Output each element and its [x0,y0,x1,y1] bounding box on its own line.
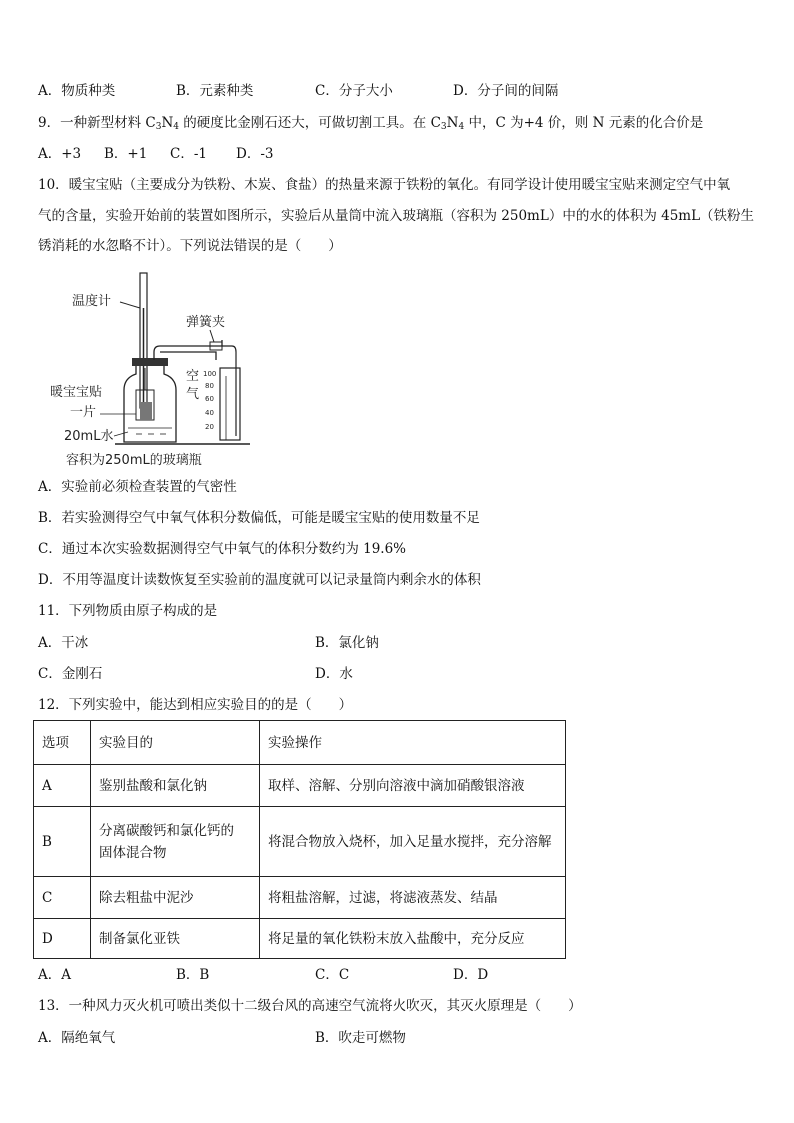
q9-option-c: C．-1 [170,146,207,162]
row-b-operation: 将混合物放入烧杯，加入足量水搅拌，充分溶解 [260,807,566,877]
row-a-option: A [34,765,91,807]
scale-20: 20 [205,423,214,431]
q12-option-c: C．C [315,967,350,983]
q10-option-d: D．不用等温度计读数恢复至实验前的温度就可以记录量筒内剩余水的体积 [38,572,481,588]
q10-option-b: B．若实验测得空气中氧气体积分数偏低，可能是暖宝宝贴的使用数量不足 [38,510,480,526]
q10-apparatus-figure [50,268,280,473]
q8-option-c: C．分子大小 [315,83,393,99]
q11-option-c: C．金刚石 [38,666,103,682]
q11-stem: 11．下列物质由原子构成的是 [38,603,218,619]
bottle-stopper-icon [132,358,168,366]
q9-option-b: B．+1 [104,146,148,162]
row-c-operation: 将粗盐溶解，过滤，将滤液蒸发、结晶 [260,877,566,919]
scale-60: 60 [205,395,214,403]
label-thermometer: 温度计 [72,294,112,309]
label-warmer-piece: 一片 [70,405,97,420]
q8-option-d: D．分子间的间隔 [453,83,559,99]
q10-option-a: A．实验前必须检查装置的气密性 [38,479,237,495]
q10-stem-line1: 10．暖宝宝贴（主要成分为铁粉、木炭、食盐）的热量来源于铁粉的氧化。有同学设计使用暖宝宝贴来测定空气中氧 [38,177,731,193]
q9-option-a: A．+3 [38,146,82,162]
q10-stem-line3: 锈消耗的水忽略不计）。下列说法错误的是（ ） [38,238,342,254]
q11-option-d: D．水 [315,666,353,682]
label-warmer: 暖宝宝贴 [50,385,103,400]
label-clamp: 弹簧夹 [186,315,226,330]
row-d-option: D [34,919,91,959]
row-c-goal: 除去粗盐中泥沙 [91,877,260,919]
table-row [34,919,566,959]
measuring-cylinder-icon [220,368,240,440]
q9-option-d: D．-3 [236,146,274,162]
table-row [34,877,566,919]
label-bottle: 容积为250mL的玻璃瓶 [66,453,202,468]
row-a-goal: 鉴别盐酸和氯化钠 [91,765,260,807]
q12-option-a: A．A [38,967,71,983]
header-operation: 实验操作 [260,721,566,765]
q13-option-a: A．隔绝氧气 [38,1030,116,1046]
header-option: 选项 [34,721,91,765]
label-air-1: 空 [186,369,200,384]
q13-stem: 13．一种风力灭火机可喷出类似十二级台风的高速空气流将火吹灭，其灭火原理是（ ） [38,998,582,1014]
q8-option-b: B．元素种类 [176,83,254,99]
table-row [34,807,566,877]
table-row [34,765,566,807]
q10-option-c: C．通过本次实验数据测得空气中氧气的体积分数约为 19.6% [38,541,407,557]
row-b-option: B [34,807,91,877]
row-d-operation: 将足量的氧化铁粉末放入盐酸中，充分反应 [260,919,566,959]
row-a-operation: 取样、溶解、分别向溶液中滴加硝酸银溶液 [260,765,566,807]
q13-option-b: B．吹走可燃物 [315,1030,406,1046]
q8-option-a: A．物质种类 [38,83,116,99]
label-air-2: 气 [186,387,200,402]
q11-option-a: A．干冰 [38,635,89,651]
header-goal: 实验目的 [91,721,260,765]
table-header-row [34,721,566,765]
scale-40: 40 [205,409,214,417]
q11-option-b: B．氯化钠 [315,635,379,651]
q12-option-d: D．D [453,967,489,983]
q10-stem-line2: 气的含量，实验开始前的装置如图所示，实验后从量筒中流入玻璃瓶（容积为 250mL）中的水的体积为 45mL（铁粉生 [38,208,755,224]
row-c-option: C [34,877,91,919]
q12-option-b: B．B [176,967,210,983]
row-d-goal: 制备氯化亚铁 [91,919,260,959]
q12-stem: 12．下列实验中，能达到相应实验目的的是（ ） [38,697,353,713]
scale-100: 100 [203,370,217,378]
q12-experiment-table [33,720,566,959]
q9-stem: 9．一种新型材料 $C_3N_4$ 的硬度比金刚石还大，可做切割工具。在 $C_3N_4$ 中，C 为+4 价，则 N 元素的化合价是 [38,115,704,132]
label-water: 20mL水 [64,429,114,444]
scale-80: 80 [205,382,214,390]
row-b-goal: 分离碳酸钙和氯化钙的 固体混合物 [91,807,260,877]
